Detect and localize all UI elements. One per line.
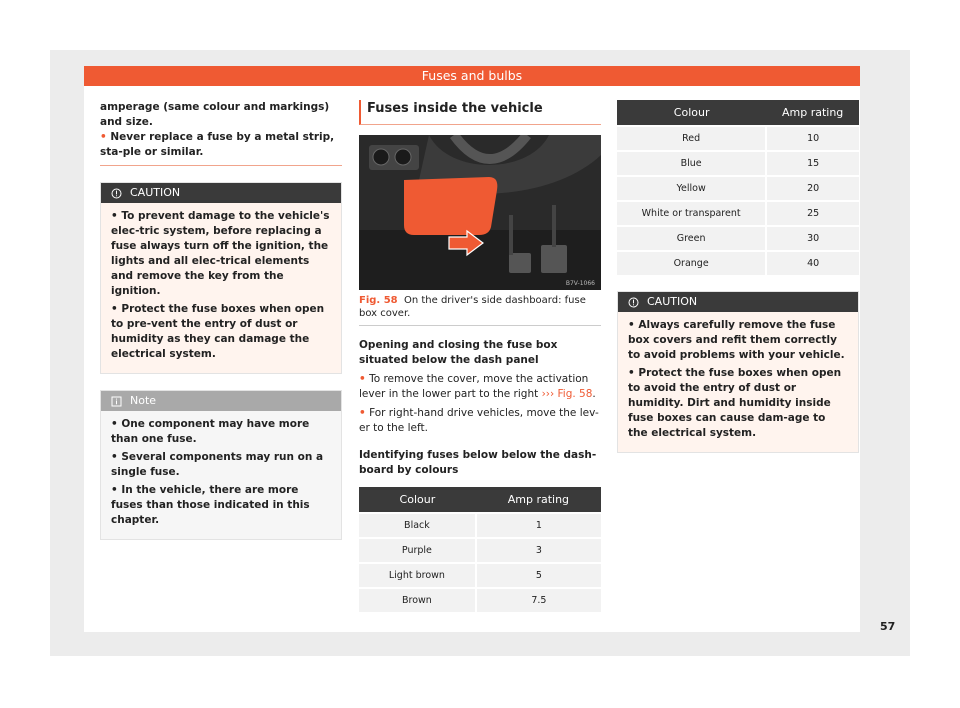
figure-reference-link[interactable]: ››› Fig. 58 (541, 388, 593, 400)
info-icon (111, 396, 122, 407)
caution-item: • To prevent damage to the vehicle's elec-tric system, before replacing a fuse always turn off the ignition, the lights and all elec-trical elements and remove the key from the ignition. (111, 210, 330, 297)
note-item: • In the vehicle, there are more fuses than those indicated in this chapter. (111, 484, 310, 526)
paragraph-remove-cover: • To remove the cover, move the activation lever in the lower part to the right ››› Fig. 58. (359, 373, 596, 400)
bullet-item: • Never replace a fuse by a metal strip, sta-ple or similar. (100, 131, 335, 158)
table-header-amp: Amp rating (476, 487, 601, 513)
bullet-icon: • (359, 373, 366, 385)
bullet-icon: • (628, 367, 635, 379)
table-row: White or transparent 25 (617, 201, 859, 226)
table-row: Blue 15 (617, 151, 859, 176)
table-header-colour: Colour (359, 487, 476, 513)
bullet-icon: • (111, 303, 118, 315)
page-header: Fuses and bulbs (84, 66, 860, 86)
caution-body (101, 203, 341, 373)
subheading-opening: Opening and closing the fuse box situated below the dash panel (359, 339, 558, 366)
fuse-colour-table-1 (359, 487, 601, 612)
figure-label: Fig. 58 (359, 295, 398, 306)
note-label: Note (130, 394, 157, 407)
paragraph-rhd: • For right-hand drive vehicles, move the lev-er to the left. (359, 407, 599, 434)
note-body (101, 411, 341, 539)
page-number: 57 (880, 620, 896, 633)
bullet-icon: • (111, 418, 118, 430)
note-box (100, 390, 342, 540)
table-row: Black 1 (359, 513, 601, 538)
column-middle (359, 100, 601, 612)
bullet-icon: • (628, 319, 635, 331)
caution-body (618, 312, 858, 452)
table-row: Orange 40 (617, 251, 859, 275)
caution-label: CAUTION (647, 295, 698, 308)
table-row: Light brown 5 (359, 563, 601, 588)
note-item: • Several components may run on a single fuse. (111, 451, 324, 478)
bullet-icon: • (359, 407, 366, 419)
figure-dashboard (359, 135, 601, 290)
figure-caption: Fig. 58 On the driver's side dashboard: fuse box cover. (359, 294, 601, 326)
note-header (101, 391, 341, 411)
continued-text-block (100, 100, 342, 166)
table-row: Purple 3 (359, 538, 601, 563)
table-row: Yellow 20 (617, 176, 859, 201)
column-left (100, 100, 342, 540)
caution-header (101, 183, 341, 203)
continued-text: amperage (same colour and markings) and size. (100, 101, 330, 128)
caution-item: • Protect the fuse boxes when open to avoid the entry of dust or humidity. Dirt and humidity inside fuse boxes can cause dam-age to the electrical system. (628, 367, 842, 439)
caution-header (618, 292, 858, 312)
figure-code: B7V-1066 (565, 280, 595, 287)
table-row: Red 10 (617, 126, 859, 151)
bullet-icon: • (111, 451, 118, 463)
column-right (617, 100, 859, 453)
dashboard-illustration (359, 135, 601, 290)
section-title: Fuses inside the vehicle (359, 100, 601, 125)
caution-item: • Always carefully remove the fuse box covers and refit them correctly to avoid problems with your vehicle. (628, 319, 845, 361)
table-header-amp: Amp rating (766, 100, 859, 126)
fuse-colour-table-2 (617, 100, 859, 275)
table-row: Brown 7.5 (359, 588, 601, 612)
subheading-identifying: Identifying fuses below below the dash-board by colours (359, 449, 597, 476)
bullet-icon: • (100, 131, 107, 143)
table-row: Green 30 (617, 226, 859, 251)
caution-box (100, 182, 342, 374)
warning-circle-icon (628, 297, 639, 308)
bullet-icon: • (111, 484, 118, 496)
note-item: • One component may have more than one fuse. (111, 418, 310, 445)
table-header-colour: Colour (617, 100, 766, 126)
caution-box (617, 291, 859, 453)
bullet-icon: • (111, 210, 118, 222)
warning-circle-icon (111, 188, 122, 199)
caution-item: • Protect the fuse boxes when open to pre-vent the entry of dust or humidity as they can damage the electrical system. (111, 303, 325, 360)
caution-label: CAUTION (130, 186, 181, 199)
